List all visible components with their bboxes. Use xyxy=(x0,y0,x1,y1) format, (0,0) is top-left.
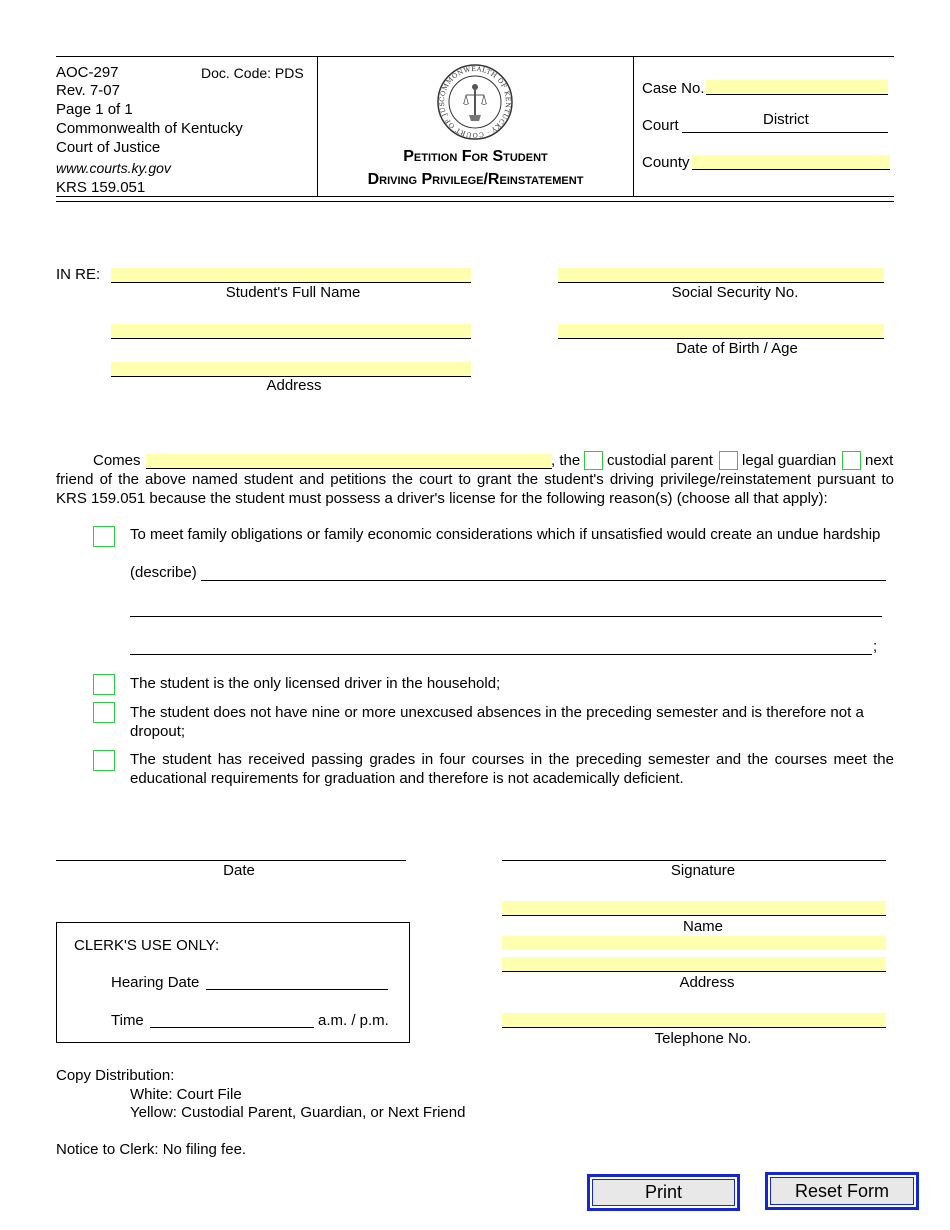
header-top-rule xyxy=(56,56,894,57)
doc-code: Doc. Code: PDS xyxy=(201,65,304,81)
telephone-caption: Telephone No. xyxy=(654,1030,752,1047)
commonwealth: Commonwealth of Kentucky xyxy=(56,120,243,137)
custodial-parent-checkbox[interactable] xyxy=(584,451,603,470)
student-name-field[interactable] xyxy=(111,268,471,283)
dob-caption: Date of Birth / Age xyxy=(676,340,798,357)
signature-caption: Signature xyxy=(670,862,736,879)
website: www.courts.ky.gov xyxy=(56,160,171,176)
describe-line1-field[interactable] xyxy=(201,566,886,581)
ampm-label: a.m. / p.m. xyxy=(318,1012,389,1029)
address-caption: Address xyxy=(266,377,322,394)
telephone-field[interactable] xyxy=(502,1013,886,1028)
petitioner-name-field[interactable] xyxy=(146,454,552,469)
describe-line2-field[interactable] xyxy=(130,602,882,617)
legal-guardian-label: legal guardian xyxy=(742,452,837,469)
date-field[interactable] xyxy=(56,846,406,861)
court-of-justice: Court of Justice xyxy=(56,139,161,156)
header-divider-right xyxy=(633,56,634,196)
reason-attendance-text: The student does not have nine or more unexcused absences in the preceding semester and is therefore not a dropout; xyxy=(130,704,864,740)
petitioner-address-line2-field[interactable] xyxy=(502,957,886,972)
custodial-parent-label: custodial parent xyxy=(607,452,713,469)
comes-label: Comes xyxy=(93,452,141,469)
dob-age-field[interactable] xyxy=(558,324,884,339)
time-label: Time xyxy=(111,1012,144,1029)
reason-grades-text: The student has received passing grades in four courses in the preceding semester and the courses meet the educational requirements for graduation and therefore is not academically deficient. xyxy=(130,751,894,787)
petition-body: friend of the above named student and petitions the court to grant the student's driving privilege/reinstatement pursuant to KRS 159.051 because the student must possess a driver's license for the following reason(s) (choose all that apply): xyxy=(56,471,894,507)
header-bottom-rule-2 xyxy=(56,201,894,202)
header-bottom-rule xyxy=(56,196,894,197)
ssn-field[interactable] xyxy=(558,268,884,283)
form-id: AOC-297 xyxy=(56,64,119,81)
kentucky-seal-icon xyxy=(436,63,514,141)
county-field[interactable] xyxy=(692,155,890,170)
signature-field[interactable] xyxy=(502,846,886,861)
court-label: Court xyxy=(642,117,679,134)
reason-only-driver-text: The student is the only licensed driver in the household; xyxy=(130,675,501,692)
reason-hardship-text: To meet family obligations or family economic considerations which if unsatisfied would create an undue hardship xyxy=(130,526,881,543)
hearing-date-field[interactable] xyxy=(206,975,388,990)
copy-yellow: Yellow: Custodial Parent, Guardian, or Next Friend xyxy=(130,1104,466,1121)
student-name-caption: Student's Full Name xyxy=(225,284,361,301)
hearing-date-label: Hearing Date xyxy=(111,974,200,991)
court-value: District xyxy=(763,111,809,128)
notice-to-clerk: Notice to Clerk: No filing fee. xyxy=(56,1141,247,1158)
student-address-line1-field[interactable] xyxy=(111,324,471,339)
reason-grades-checkbox[interactable] xyxy=(93,750,115,771)
copy-distribution-title: Copy Distribution: xyxy=(56,1067,175,1084)
student-address-line2-field[interactable] xyxy=(111,362,471,377)
revision: Rev. 7-07 xyxy=(56,82,120,99)
next-friend-checkbox[interactable] xyxy=(842,451,861,470)
form-title-line1: Petition For Student xyxy=(403,148,548,165)
date-caption: Date xyxy=(223,862,255,879)
page-number: Page 1 of 1 xyxy=(56,101,133,118)
describe-line3-field[interactable] xyxy=(130,640,872,655)
clerk-title: CLERK'S USE ONLY: xyxy=(74,937,220,954)
name-caption: Name xyxy=(682,918,723,935)
the-label: , the xyxy=(551,452,581,469)
petitioner-address-caption: Address xyxy=(679,974,735,991)
reason-only-driver-checkbox[interactable] xyxy=(93,674,115,695)
copy-white: White: Court File xyxy=(130,1086,242,1103)
describe-semicolon: ; xyxy=(873,638,878,655)
ssn-caption: Social Security No. xyxy=(671,284,799,301)
next-friend-label: next xyxy=(865,452,894,469)
reason-attendance-checkbox[interactable] xyxy=(93,702,115,723)
reason-hardship-checkbox[interactable] xyxy=(93,526,115,547)
legal-guardian-checkbox[interactable] xyxy=(719,451,738,470)
print-button[interactable]: Print xyxy=(587,1174,740,1211)
reset-form-button[interactable]: Reset Form xyxy=(765,1172,919,1210)
seal-text: COMMONWEALTH OF KENTUCKY · COURT OF JUS xyxy=(437,64,513,140)
in-re-label: IN RE: xyxy=(56,266,101,283)
statute: KRS 159.051 xyxy=(56,179,146,196)
describe-label: (describe) xyxy=(130,564,197,581)
time-field[interactable] xyxy=(150,1013,314,1028)
case-no-field[interactable] xyxy=(706,80,888,95)
petitioner-name-sign-field[interactable] xyxy=(502,901,886,916)
form-title-line2: Driving Privilege/Reinstatement xyxy=(367,171,584,188)
petitioner-address-line1-field[interactable] xyxy=(502,936,886,950)
case-no-label: Case No. xyxy=(642,80,705,97)
county-label: County xyxy=(642,154,690,171)
